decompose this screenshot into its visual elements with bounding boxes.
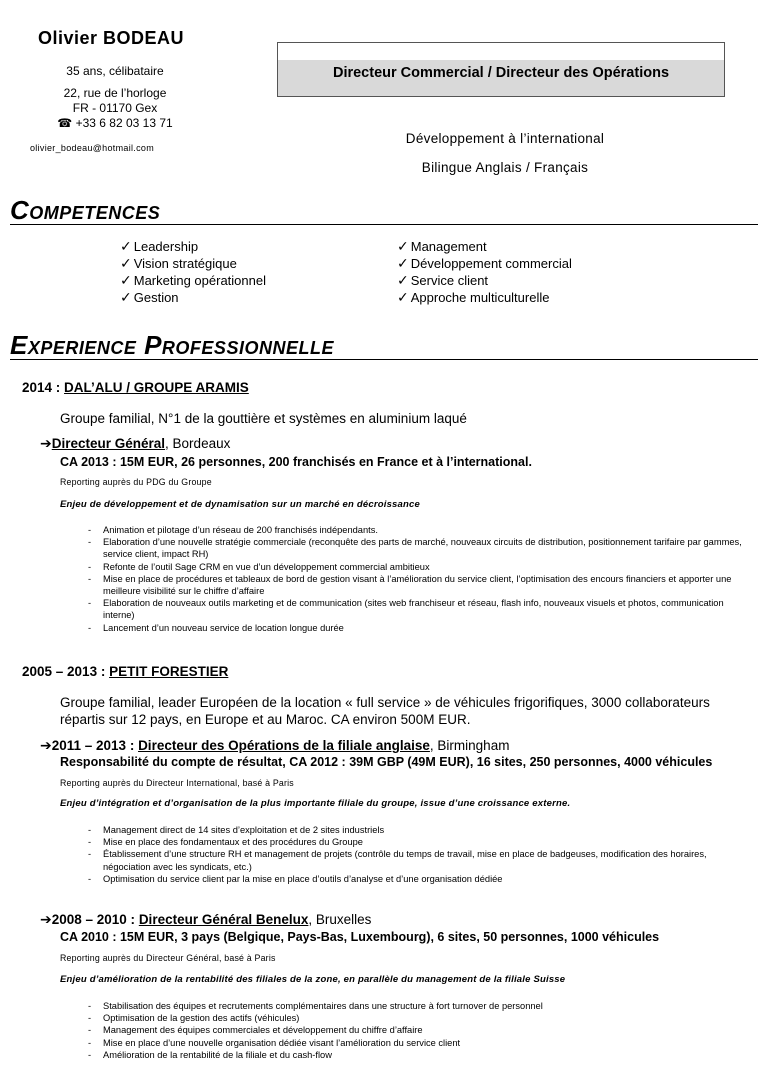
role-title: Directeur des Opérations de la filiale anglaise	[138, 738, 430, 753]
tagline-international: Développement à l’international	[405, 131, 605, 146]
competence-item: ✓ Marketing opérationnel	[120, 272, 266, 288]
role-key-figures: Responsabilité du compte de résultat, CA 2012 : 39M GBP (49M EUR), 16 sites, 250 personnes, 4000 véhicules	[60, 755, 713, 769]
check-icon: ✓	[397, 289, 409, 305]
list-item: - Stabilisation des équipes et recrutements complémentaires dans une structure à fort turnover de personnel	[88, 1000, 748, 1012]
list-item: - Amélioration de la rentabilité de la filiale et du cash-flow	[88, 1049, 748, 1061]
candidate-name: Olivier BODEAU	[38, 28, 185, 48]
list-item: - Management direct de 14 sites d’exploitation et de 2 sites industriels	[88, 824, 748, 836]
list-item: - Refonte de l’outil Sage CRM en vue d’un développement commercial ambitieux	[88, 561, 748, 573]
list-item: - Animation et pilotage d’un réseau de 200 franchisés indépendants.	[88, 524, 748, 536]
role-challenge: Enjeu d’intégration et d’organisation de la plus importante filiale du groupe, issue d’une croissance externe.	[60, 798, 571, 809]
list-item: - Mise en place d’une nouvelle organisation dédiée visant l’amélioration du service client	[88, 1037, 748, 1049]
job-title-box	[277, 42, 725, 97]
check-icon: ✓	[397, 255, 409, 271]
section-title-competences: Competences	[10, 196, 758, 225]
role-title: Directeur Général	[51, 436, 166, 451]
role-heading: ➔2008 – 2010 : Directeur Général Benelux, Bruxelles	[40, 911, 372, 927]
competence-item: ✓ Management	[397, 238, 487, 254]
phone-line	[20, 116, 210, 131]
company-name: PETIT FORESTIER	[109, 664, 229, 679]
role-bullet-list	[88, 1000, 748, 1061]
check-icon: ✓	[120, 238, 132, 254]
list-item: - Mise en place des fondamentaux et des procédures du Groupe	[88, 836, 748, 848]
role-heading	[40, 435, 230, 452]
role-challenge: Enjeu de développement et de dynamisation sur un marché en décroissance	[60, 499, 420, 510]
check-icon: ✓	[397, 272, 409, 288]
phone-icon: ☎	[57, 116, 73, 130]
company-name: DAL’ALU / GROUPE ARAMIS	[64, 380, 249, 395]
tagline-languages: Bilingue Anglais / Français	[421, 160, 589, 175]
competence-item: ✓ Vision stratégique	[120, 255, 237, 271]
arrow-right-icon: ➔	[40, 737, 52, 753]
check-icon: ✓	[397, 238, 409, 254]
role-reporting: Reporting auprès du PDG du Groupe	[60, 477, 212, 487]
competence-item: ✓ Gestion	[120, 289, 179, 305]
arrow-right-icon: ➔	[40, 435, 52, 451]
email[interactable]: olivier_bodeau@hotmail.com	[30, 143, 154, 153]
role-location: , Bruxelles	[308, 912, 372, 927]
list-item: - Elaboration d’une nouvelle stratégie commerciale (reconquête des parts de marché, nouveaux circuits de distribution, positionnement tarifaire par gammes, service client, impact RH)	[88, 536, 748, 560]
arrow-right-icon: ➔	[40, 911, 52, 927]
role-reporting: Reporting auprès du Directeur Général, basé à Paris	[60, 953, 276, 963]
role-reporting: Reporting auprès du Directeur International, basé à Paris	[60, 778, 294, 788]
company-heading: 2005 – 2013 : PETIT FORESTIER	[22, 664, 229, 679]
phone-number: +33 6 82 03 13 71	[75, 116, 173, 130]
address-line-1: 22, rue de l’horloge	[63, 86, 167, 100]
company-description: Groupe familial, N°1 de la gouttière et systèmes en aluminium laqué	[60, 411, 467, 426]
role-key-figures: CA 2010 : 15M EUR, 3 pays (Belgique, Pays-Bas, Luxembourg), 6 sites, 50 personnes, 1000 véhicules	[60, 930, 660, 944]
role-title: Directeur Général Benelux	[138, 912, 309, 927]
check-icon: ✓	[120, 255, 132, 271]
role-heading: ➔2011 – 2013 : Directeur des Opérations de la filiale anglaise, Birmingham	[40, 737, 510, 753]
age-status: 35 ans, célibataire	[66, 64, 164, 78]
role-challenge: Enjeu d’amélioration de la rentabilité des filiales de la zone, en parallèle du management de la filiale Suisse	[60, 974, 566, 985]
check-icon: ✓	[120, 272, 132, 288]
list-item: - Optimisation du service client par la mise en place d’outils d’analyse et d’une organisation dédiée	[88, 873, 748, 885]
job-title: Directeur Commercial / Directeur des Opérations	[332, 65, 670, 81]
role-bullet-list	[88, 524, 748, 634]
role-location: , Birmingham	[429, 738, 510, 753]
role-location: , Bordeaux	[165, 436, 231, 451]
list-item: - Management des équipes commerciales et développement du chiffre d’affaire	[88, 1024, 748, 1036]
competence-item: ✓ Développement commercial	[397, 255, 572, 271]
role-bullet-list	[88, 824, 748, 885]
section-title-experience: Experience Professionnelle	[10, 331, 758, 360]
address-line-2: FR - 01170 Gex	[72, 101, 158, 115]
list-item: - Optimisation de la gestion des actifs (véhicules)	[88, 1012, 748, 1024]
competences-right-list	[397, 238, 572, 306]
list-item: - Lancement d’un nouveau service de location longue durée	[88, 622, 748, 634]
company-description: Groupe familial, leader Européen de la location « full service » de véhicules frigorifiques, 3000 collaborateurs répartis sur 12 pays, en Europe et au Maroc. CA environ 500M EUR.	[60, 695, 710, 727]
competence-item: ✓ Leadership	[120, 238, 199, 254]
competence-item: ✓ Service client	[397, 272, 489, 288]
check-icon: ✓	[120, 289, 132, 305]
competence-item: ✓ Approche multiculturelle	[397, 289, 550, 305]
list-item: - Établissement d’une structure RH et management de projets (contrôle du temps de travail, mise en place de badgeuses, modification des horaires, négociation avec les syndicats, etc.)	[88, 848, 748, 872]
company-heading: 2014 : DAL’ALU / GROUPE ARAMIS	[22, 380, 249, 395]
competences-left-list	[120, 238, 266, 306]
list-item: - Elaboration de nouveaux outils marketing et de communication (sites web franchiseur et réseau, flash info, nouveaux visuels et photos, communication interne)	[88, 597, 748, 621]
role-key-figures: CA 2013 : 15M EUR, 26 personnes, 200 franchisés en France et à l’international.	[60, 455, 532, 469]
list-item: - Mise en place de procédures et tableaux de bord de gestion visant à l’amélioration du service client, l’optimisation des encours financiers et apporter une meilleure visibilité sur le chiffre d’affaire	[88, 573, 748, 597]
